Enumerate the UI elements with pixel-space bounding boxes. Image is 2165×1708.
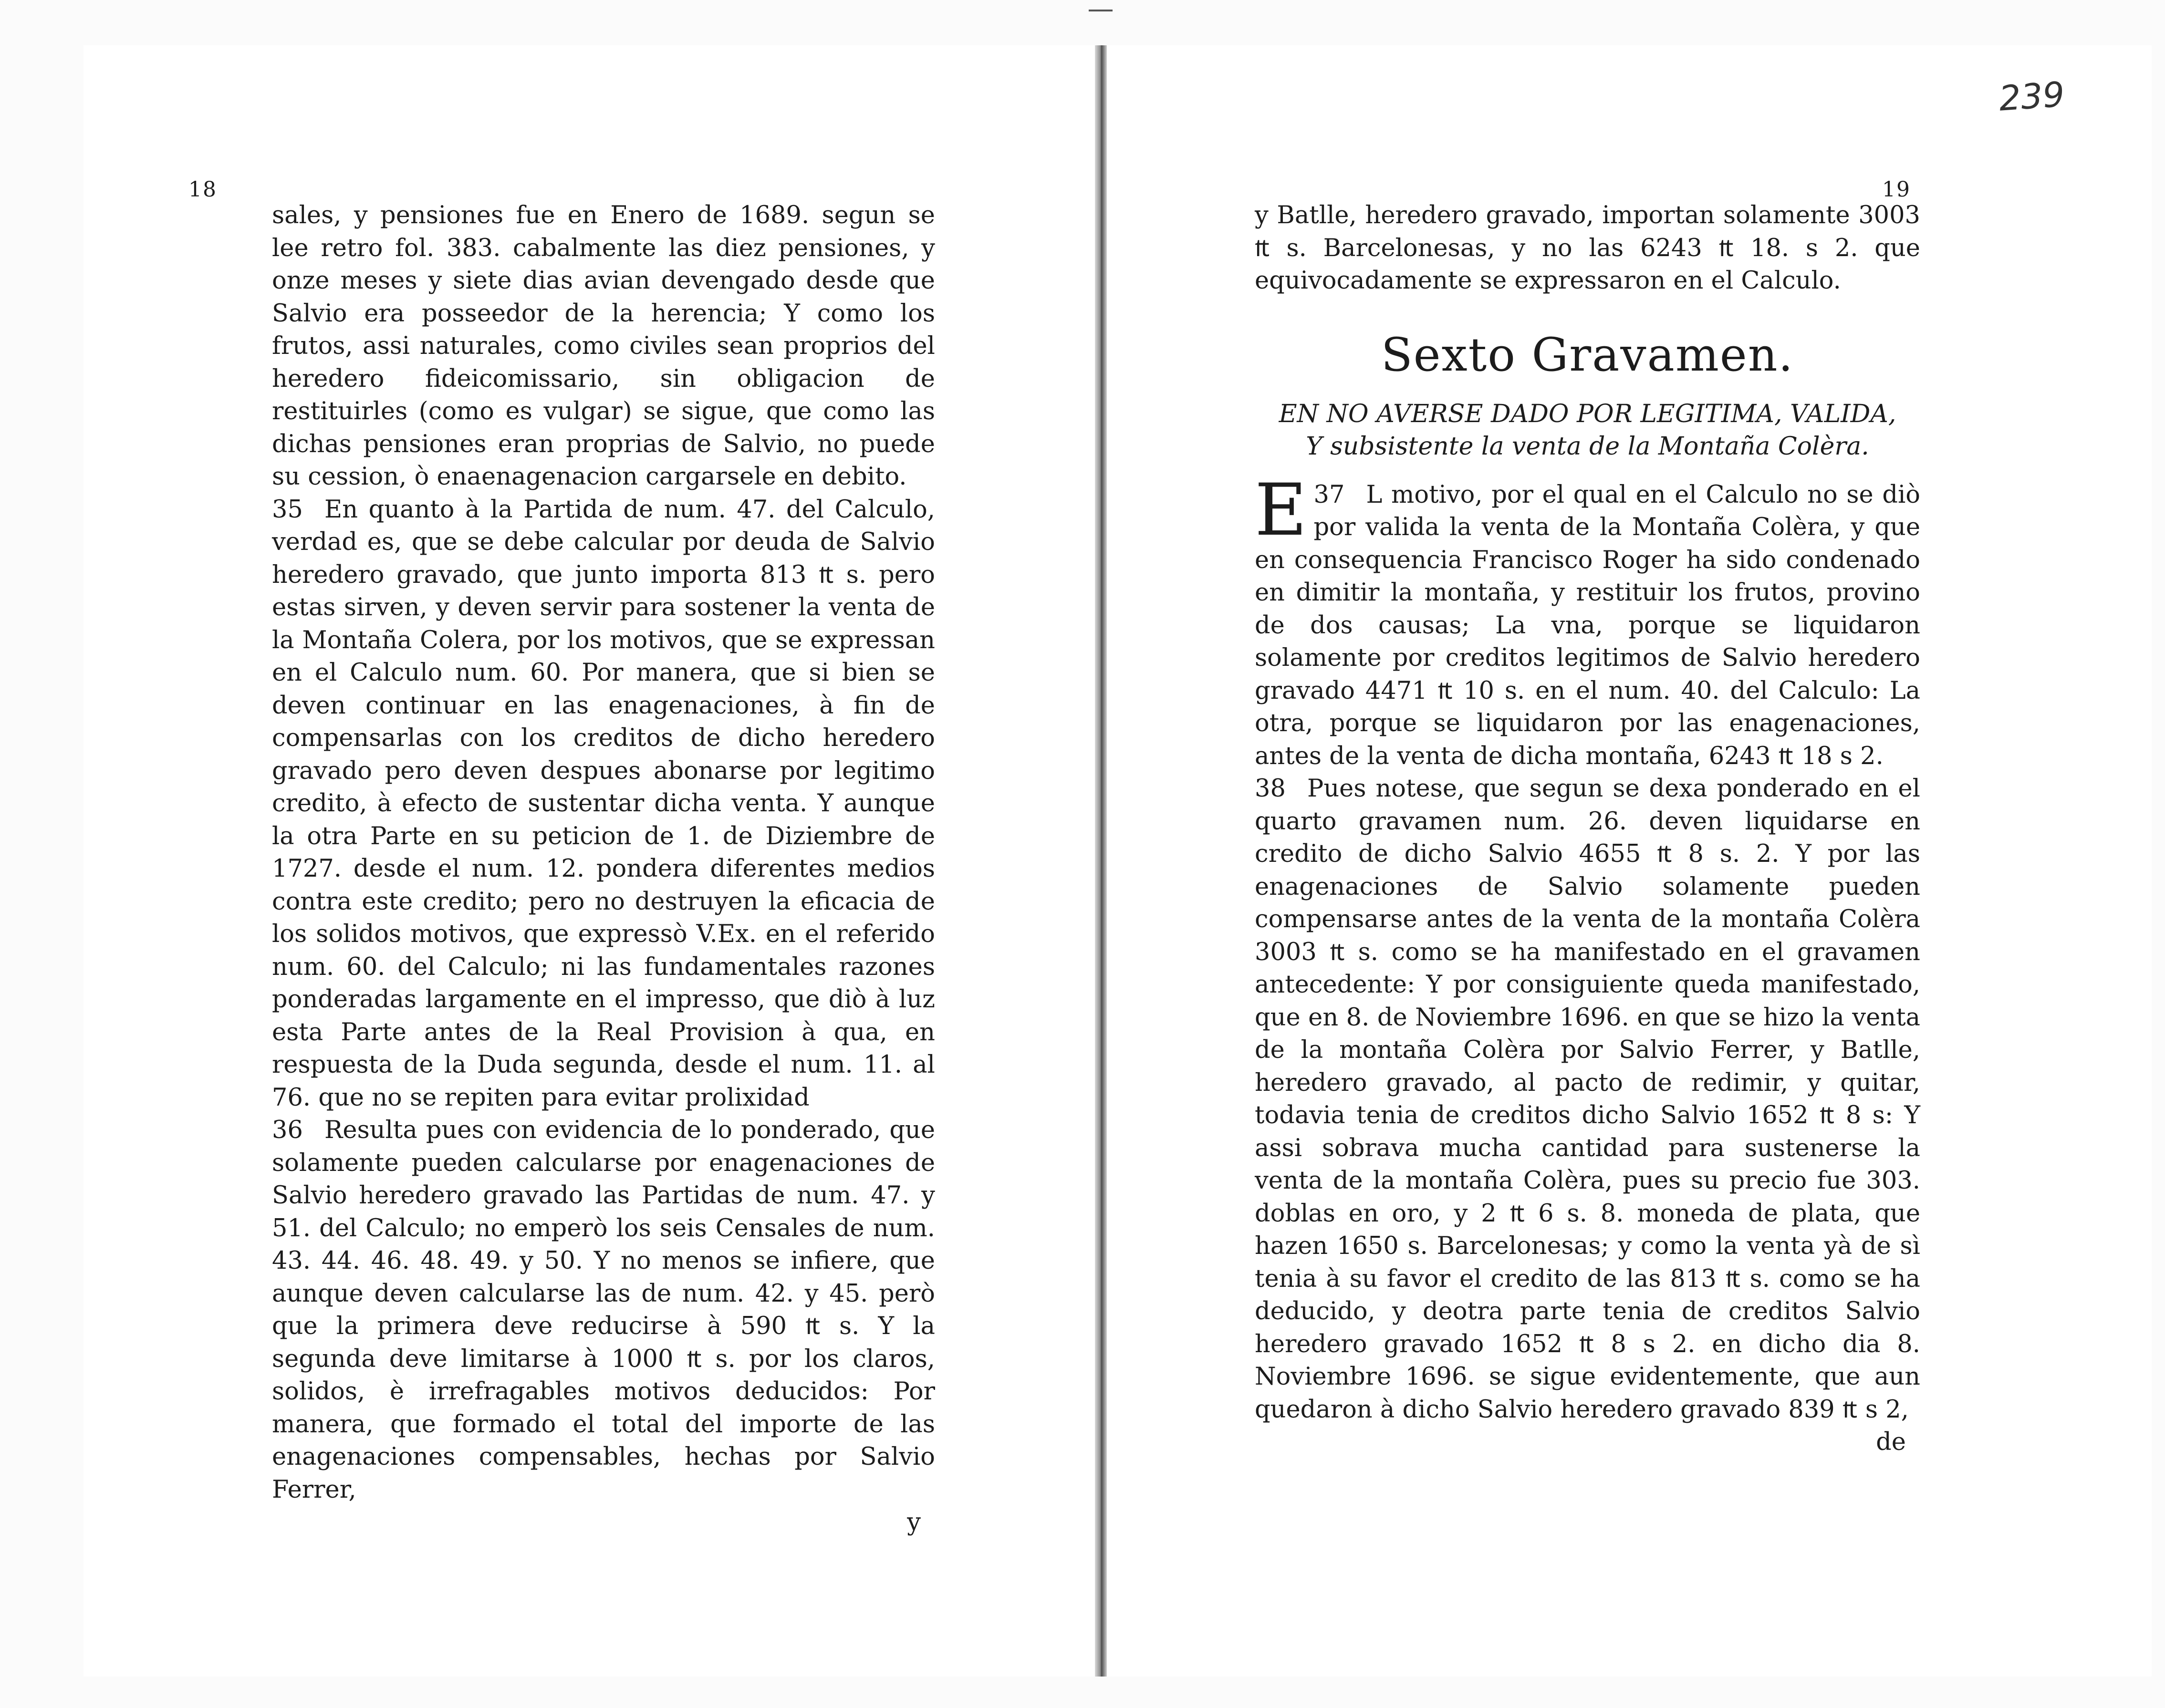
left-text-column xyxy=(272,199,935,1539)
paragraph-number: 38 xyxy=(1255,775,1286,803)
paragraph-36 xyxy=(272,1114,935,1506)
paragraph-35-text: En quanto à la Partida de num. 47. del Calculo, verdad es, que se debe calcular por deuda de Salvio heredero gravado, que junto importa 813 ₶ s. pero estas sirven, y deven servir para sostener la venta de la Montaña Colera, por los motivos, que se expressan en el Calculo num. 60. Por manera, que si bien se deven continuar en las enagenaciones, à fin de compensarlas con los creditos de dicho heredero gravado pero deven despues abonarse por legitimo credito, à efecto de sustentar dicha venta. Y aunque la otra Parte en su peticion de 1. de Diziembre de 1727. desde el num. 12. pondera diferentes medios contra este credito; pero no destruyen la eficacia de los solidos motivos, que expressò V.Ex. en el referido num. 60. del Calculo; ni las fundamentales razones ponderadas largamente en el impresso, que diò à luz esta Parte antes de la Real Provision à qua, en respuesta de la Duda segunda, desde el num. 11. al 76. que no se repiten para evitar prolixidad xyxy=(272,495,935,1112)
paragraph-35 xyxy=(272,494,935,1115)
drop-cap: E xyxy=(1255,468,1307,552)
right-text-column xyxy=(1255,199,1920,1459)
paragraph-37-text: L motivo, por el qual en el Calculo no se diò por valida la venta de la Montaña Colèra, y que en consequencia Francisco Roger ha sido condenado en dimitir la montaña, y restituir los frutos, provino de dos causas; La vna, porque se liquidaron solamente por creditos legitimos de Salvio heredero gravado 4471 ₶ 10 s. en el num. 40. del Calculo: La otra, porque se liquidaron por las enagenaciones, antes de la venta de dicha montaña, 6243 ₶ 18 s 2. xyxy=(1255,480,1920,770)
archive-number: 239 xyxy=(1998,74,2066,119)
left-catchword: y xyxy=(907,1508,921,1536)
left-opening-paragraph: sales, y pensiones fue en Enero de 1689. segun se lee retro fol. 383. cabalmente las diez pensiones, y onze meses y siete dias avian devengado desde que Salvio era posseedor de la herencia; Y como los frutos, assi naturales, como civiles sean proprios del heredero fideicomissario, sin obligacion de restituirles (como es vulgar) se sigue, que como las dichas pensiones eran proprias de Salvio, no puede su cession, ò enaenagenacion cargarsele en debito. xyxy=(272,201,935,491)
book-gutter xyxy=(1095,45,1107,1677)
paragraph-number: 36 xyxy=(272,1116,303,1144)
section-heading: Sexto Gravamen. xyxy=(1381,328,1794,382)
top-mark xyxy=(1089,10,1113,11)
right-folio-number: 19 xyxy=(1882,177,1911,202)
paragraph-number: 35 xyxy=(272,495,303,524)
paragraph-number: 37 xyxy=(1313,480,1345,509)
paragraph-37 xyxy=(1255,468,1920,773)
paragraph-38-text: Pues notese, que segun se dexa ponderado en el quarto gravamen num. 26. deven liquidarse en credito de dicho Salvio 4655 ₶ 8 s. 2. Y por las enagenaciones de Salvio solamente pueden compensarse antes de la venta de la montaña Colèra 3003 ₶ s. como se ha manifestado en el gravamen antecedente: Y por consiguiente queda manifestado, que en 8. de Noviembre 1696. en que se hizo la venta de la montaña Colèra por Salvio Ferrer, y Batlle, heredero gravado, al pacto de redimir, y quitar, todavia tenia de creditos dicho Salvio 1652 ₶ 8 s: Y assi sobrava mucha cantidad para sustenerse la venta de la montaña Colèra, pues su precio fue 303. doblas en oro, y 2 ₶ 6 s. 8. moneda de plata, que hazen 1650 s. Barcelonesas; y como la venta yà de sì tenia à su favor el credito de las 813 ₶ s. como se ha deducido, y deotra parte tenia de creditos Salvio heredero gravado 1652 ₶ 8 s 2. en dicho dia 8. Noviembre 1696. se sigue evidentemente, que aun quedaron à dicho Salvio heredero gravado 839 ₶ s 2, xyxy=(1255,775,1920,1424)
section-subheading: EN NO AVERSE DADO POR LEGITIMA, VALIDA, Y subsistente la venta de la Montaña Colèra. xyxy=(1279,399,1896,461)
paragraph-38 xyxy=(1255,773,1920,1426)
right-catchword: de xyxy=(1876,1428,1906,1456)
left-folio-number: 18 xyxy=(188,177,217,202)
paragraph-36-text: Resulta pues con evidencia de lo ponderado, que solamente pueden calcularse por enagenaciones de Salvio heredero gravado las Partidas de num. 47. y 51. del Calculo; no emperò los seis Censales de num. 43. 44. 46. 48. 49. y 50. Y no menos se infiere, que aunque deven calcularse las de num. 42. y 45. però que la primera deve reducirse à 590 ₶ s. Y la segunda deve limitarse à 1000 ₶ s. por los claros, solidos, è irrefragables motivos deducidos: Por manera, que formado el total del importe de las enagenaciones compensables, hechas por Salvio Ferrer, xyxy=(272,1116,935,1504)
right-opening-paragraph: y Batlle, heredero gravado, importan solamente 3003 ₶ s. Barcelonesas, y no las 6243 ₶ 18. s 2. que equivocadamente se expressaron en el Calculo. xyxy=(1255,201,1920,295)
